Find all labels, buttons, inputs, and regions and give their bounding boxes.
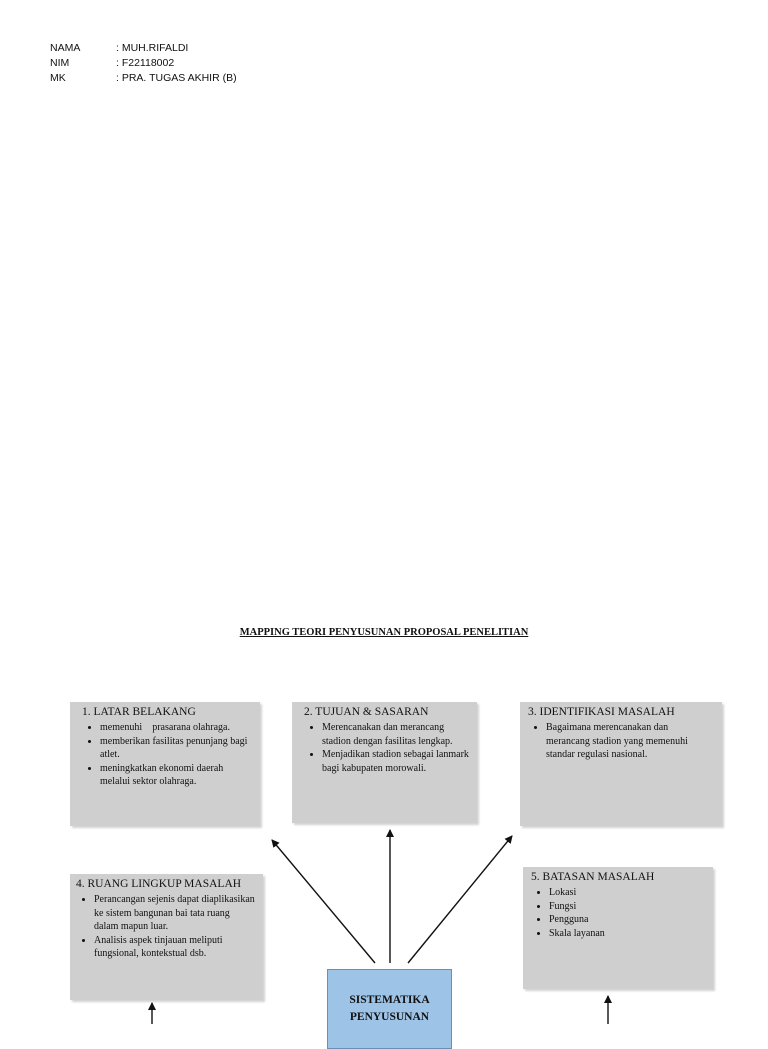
center-line-1: SISTEMATIKA [349, 994, 430, 1006]
list-item: • memenuhi prasarana olahraga. [100, 721, 252, 735]
list-item: • Menjadikan stadion sebagai lanmark bagi kabupaten morowali. [322, 748, 469, 775]
box-list [528, 721, 714, 762]
list-item: • Analisis aspek tinjauan meliputi fungsional, kontekstual dsb. [94, 934, 255, 961]
center-box-sistematika [327, 969, 452, 1049]
arrow-to-latar-belakang [272, 840, 375, 963]
diagram-title: MAPPING TEORI PENYUSUNAN PROPOSAL PENELITIAN [239, 627, 529, 638]
info-value: : PRA. TUGAS AKHIR (B) [116, 72, 237, 84]
list-item: • memberikan fasilitas penunjang bagi atlet. [100, 735, 252, 762]
box-list [304, 721, 469, 775]
info-label: NAMA [50, 42, 81, 54]
list-item: • Fungsi [549, 900, 705, 914]
box-list [76, 893, 255, 961]
box-tujuan-sasaran [292, 702, 477, 823]
box-title: 1. LATAR BELAKANG [82, 706, 196, 718]
info-label: MK [50, 72, 66, 84]
box-ruang-lingkup-masalah [70, 874, 263, 1000]
box-latar-belakang [70, 702, 260, 826]
arrow-to-identifikasi-masalah [408, 836, 512, 963]
box-title: 4. RUANG LINGKUP MASALAH [76, 878, 242, 890]
list-item: • meningkatkan ekonomi daerah melalui sektor olahraga. [100, 762, 252, 789]
list-item: • Lokasi [549, 886, 705, 900]
list-item: • Skala layanan [549, 927, 705, 941]
box-list [531, 886, 705, 940]
list-item: • Merencanakan dan merancang stadion dengan fasilitas lengkap. [322, 721, 469, 748]
list-item: • Perancangan sejenis dapat diaplikasikan ke sistem bangunan bai tata ruang dalam mapun luar. [94, 893, 255, 934]
list-item: • Pengguna [549, 913, 705, 927]
info-value: : F22118002 [116, 57, 175, 69]
box-batasan-masalah [523, 867, 713, 989]
box-title: 3. IDENTIFIKASI MASALAH [528, 706, 675, 718]
box-title: 5. BATASAN MASALAH [531, 871, 655, 883]
center-line-2: PENYUSUNAN [349, 1011, 430, 1023]
info-label: NIM [50, 57, 70, 69]
box-identifikasi-masalah [520, 702, 722, 826]
box-list [82, 721, 252, 789]
list-item: • Bagaimana merencanakan dan merancang stadion yang memenuhi standar regulasi nasional. [546, 721, 714, 762]
info-value: : MUH.RIFALDI [116, 42, 189, 54]
box-title: 2. TUJUAN & SASARAN [304, 706, 429, 718]
